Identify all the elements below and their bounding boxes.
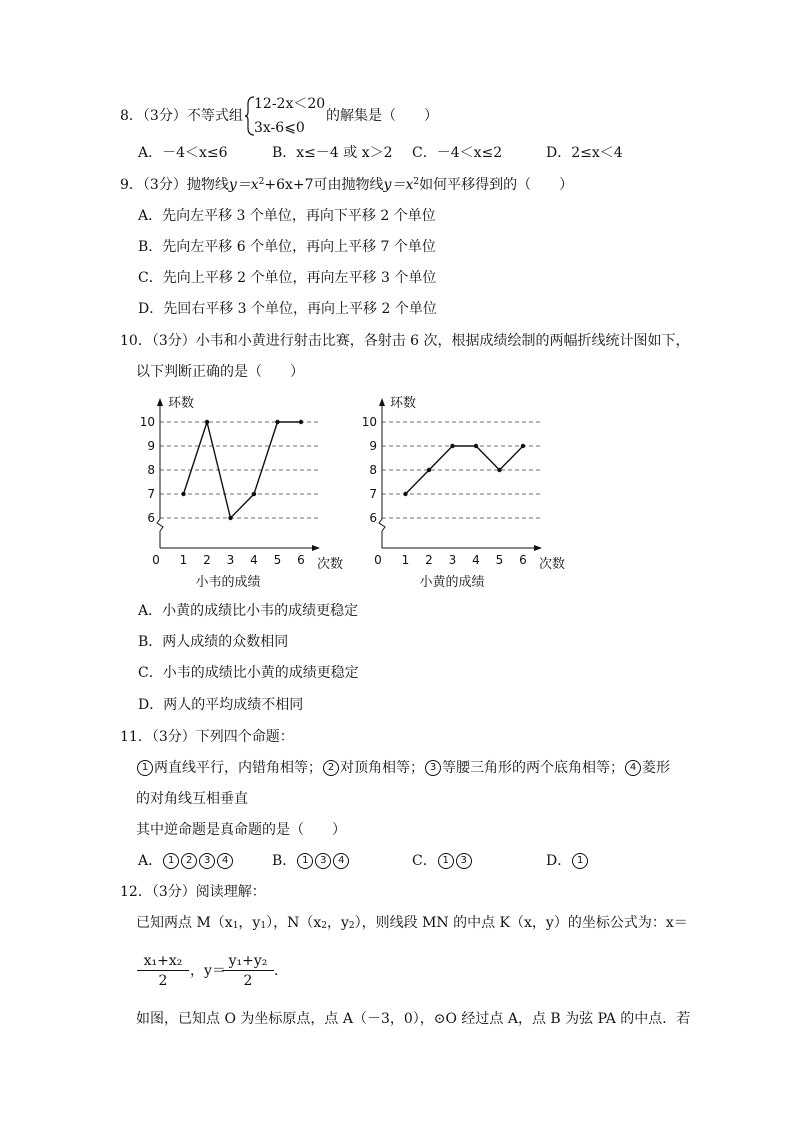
q9-option-a[interactable]: A．先向左平移 3 个单位，再向下平移 2 个单位 <box>138 208 436 224</box>
x-tick-label: 3 <box>226 553 235 567</box>
q9-prefix: 9．（3分）抛物线 <box>120 177 229 193</box>
chart-xiaohuang <box>361 392 566 592</box>
q12-mid: ，y＝ <box>190 963 226 979</box>
q11-option-d-label: D． <box>546 853 572 869</box>
x-axis-arrow-icon <box>534 545 542 551</box>
q11-option-d[interactable] <box>546 851 589 871</box>
q9-option-c[interactable]: C．先向上平移 2 个单位，再向左平移 3 个单位 <box>138 270 437 286</box>
q11-option-a[interactable] <box>138 851 234 871</box>
circled-2: 2 <box>323 760 339 776</box>
x-tick-label: 2 <box>425 553 433 567</box>
x-axis-label: 次数 <box>317 557 344 572</box>
data-point <box>299 420 303 424</box>
y-tick-label: 10 <box>139 415 155 429</box>
q8-option-c[interactable]: C．－4＜x≤2 <box>412 145 503 161</box>
data-point <box>497 468 501 472</box>
y-axis-arrow-icon <box>379 398 385 406</box>
frac-x-denominator: 2 <box>158 973 168 989</box>
circled-3: 3 <box>456 853 472 869</box>
x-tick-label: 5 <box>495 553 504 567</box>
q11-option-c[interactable] <box>412 851 473 871</box>
x-tick-label: 0 <box>374 553 382 567</box>
data-point <box>205 420 209 424</box>
q11-prop4: 菱形 <box>642 760 670 776</box>
y-tick-label: 6 <box>147 511 155 525</box>
data-point <box>181 492 185 496</box>
q12-text-c: ），N（x <box>266 915 322 931</box>
q11-prop1: 两直线平行，内错角相等； <box>154 760 322 776</box>
circled-4: 4 <box>333 853 349 869</box>
y-tick-label: 8 <box>369 463 377 477</box>
q11-option-c-label: C． <box>412 853 437 869</box>
q11-option-b-label: B． <box>272 853 297 869</box>
y-axis-label: 环数 <box>390 396 417 411</box>
q12-fraction-x <box>137 952 189 991</box>
y-tick-label: 9 <box>369 439 377 453</box>
q9-option-b[interactable]: B．先向左平移 6 个单位，再向上平移 7 个单位 <box>138 239 436 255</box>
q11-prop3: 等腰三角形的两个底角相等； <box>442 760 624 776</box>
q11-option-a-label: A． <box>138 853 163 869</box>
q11-prop2: 对顶角相等； <box>340 760 424 776</box>
q8-ineq1: 12-2x＜20 <box>254 96 326 112</box>
data-point <box>521 444 525 448</box>
series-line <box>184 422 302 518</box>
y-axis-arrow-icon <box>157 398 163 406</box>
x-tick-label: 1 <box>401 553 410 567</box>
data-point <box>275 420 279 424</box>
x-tick-label: 2 <box>203 553 211 567</box>
y-tick-label: 8 <box>147 463 155 477</box>
circled-3: 3 <box>425 760 441 776</box>
q12-line2 <box>136 913 688 933</box>
circled-1: 1 <box>137 760 153 776</box>
frac-y-numerator: y₁+y₂ <box>222 952 274 971</box>
x-axis-label: 次数 <box>539 557 566 572</box>
q10-option-a[interactable]: A．小黄的成绩比小韦的成绩更稳定 <box>138 603 359 619</box>
y-tick-label: 7 <box>369 487 377 501</box>
data-point <box>474 444 478 448</box>
data-point <box>252 492 256 496</box>
circled-1: 1 <box>297 853 313 869</box>
q11-line3: 的对角线互相垂直 <box>136 791 248 807</box>
x-tick-label: 3 <box>448 553 457 567</box>
q8-ineq2: 3x-6⩽0 <box>254 120 305 136</box>
x-tick-label: 6 <box>519 553 527 567</box>
x-tick-label: 5 <box>273 553 282 567</box>
x-axis-arrow-icon <box>312 545 320 551</box>
q9-formula1-a: y＝x <box>228 177 259 193</box>
q10-line2: 以下判断正确的是（ ） <box>136 364 304 380</box>
q8-option-b[interactable]: B．x≤－4 或 x＞2 <box>272 145 393 161</box>
chart-title: 小黄的成绩 <box>419 575 485 590</box>
q11-line2 <box>136 758 670 778</box>
q9-formula1-exp: 2 <box>258 177 265 187</box>
q8-option-d[interactable]: D．2≤x＜4 <box>546 145 623 161</box>
axis-break-icon <box>379 519 385 531</box>
q12-line1: 12．（3分）阅读理解： <box>120 884 266 900</box>
q9-stem <box>120 175 573 195</box>
q12-end: ． <box>274 963 288 979</box>
q8-stem <box>120 106 243 126</box>
x-tick-label: 4 <box>250 553 258 567</box>
q9-tail: 如何平移得到的（ ） <box>419 177 574 193</box>
data-point <box>228 516 232 520</box>
q12-text-e: ），则线段 MN 的中点 K（x，y）的坐标公式为：x＝ <box>354 915 688 931</box>
y-axis-label: 环数 <box>168 396 195 411</box>
sub-1: 1 <box>232 921 239 931</box>
chart-xiaowei <box>139 392 344 592</box>
q10-option-d[interactable]: D．两人的平均成绩不相同 <box>138 697 304 713</box>
q8-option-a[interactable]: A．－4＜x≤6 <box>138 145 228 161</box>
x-tick-label: 6 <box>297 553 305 567</box>
x-tick-label: 4 <box>472 553 480 567</box>
data-point <box>403 492 407 496</box>
sub-2: 1 <box>260 921 267 931</box>
q10-line1: 10．（3分）小韦和小黄进行射击比赛，各射击 6 次，根据成绩绘制的两幅折线统计图如下， <box>120 333 690 349</box>
y-tick-label: 7 <box>147 487 155 501</box>
q9-formula2-exp: 2 <box>413 177 420 187</box>
q9-formula2-a: y＝x <box>383 177 414 193</box>
circled-4: 4 <box>625 760 641 776</box>
circled-3: 3 <box>199 853 215 869</box>
q11-line1: 11．（3分）下列四个命题： <box>120 729 294 745</box>
x-tick-label: 0 <box>152 553 160 567</box>
q12-text-a: 已知两点 M（x <box>136 915 233 931</box>
y-tick-label: 10 <box>361 415 377 429</box>
circled-4: 4 <box>217 853 233 869</box>
sub-4: 2 <box>348 921 355 931</box>
chart-title: 小韦的成绩 <box>195 575 261 590</box>
q11-line4: 其中逆命题是真命题的是（ ） <box>136 822 346 838</box>
q12-text-d: ，y <box>326 915 349 931</box>
circled-1: 1 <box>438 853 454 869</box>
q9-formula1-c: +6x+7 <box>264 177 314 193</box>
q9-option-d[interactable]: D．先回右平移 3 个单位，再向上平移 2 个单位 <box>138 301 437 317</box>
q10-option-c[interactable]: C．小韦的成绩比小黄的成绩更稳定 <box>138 665 359 681</box>
x-tick-label: 1 <box>179 553 188 567</box>
q8-tail: 的解集是（ ） <box>326 108 438 124</box>
q12-line4: 如图，已知点 O 为坐标原点，点 A（－3，0），⊙O 经过点 A，点 B 为弦 PA 的中点．若 <box>136 1011 691 1027</box>
y-tick-label: 9 <box>147 439 155 453</box>
circled-3: 3 <box>315 853 331 869</box>
q12-fraction-y <box>222 952 274 991</box>
q12-text-b: ，y <box>238 915 261 931</box>
q10-option-b[interactable]: B．两人成绩的众数相同 <box>138 634 289 650</box>
frac-x-numerator: x₁+x₂ <box>137 952 189 971</box>
y-tick-label: 6 <box>369 511 377 525</box>
series-line <box>406 446 524 494</box>
q8-number: 8．（3分）不等式组 <box>120 108 243 124</box>
q9-mid: 可由抛物线 <box>313 177 384 193</box>
sub-3: 2 <box>321 921 327 931</box>
axis-break-icon <box>157 519 163 531</box>
frac-y-denominator: 2 <box>243 973 253 989</box>
q11-option-b[interactable] <box>272 851 350 871</box>
circled-1: 1 <box>572 853 588 869</box>
data-point <box>427 468 431 472</box>
data-point <box>450 444 454 448</box>
circled-1: 1 <box>163 853 179 869</box>
circled-2: 2 <box>181 853 197 869</box>
